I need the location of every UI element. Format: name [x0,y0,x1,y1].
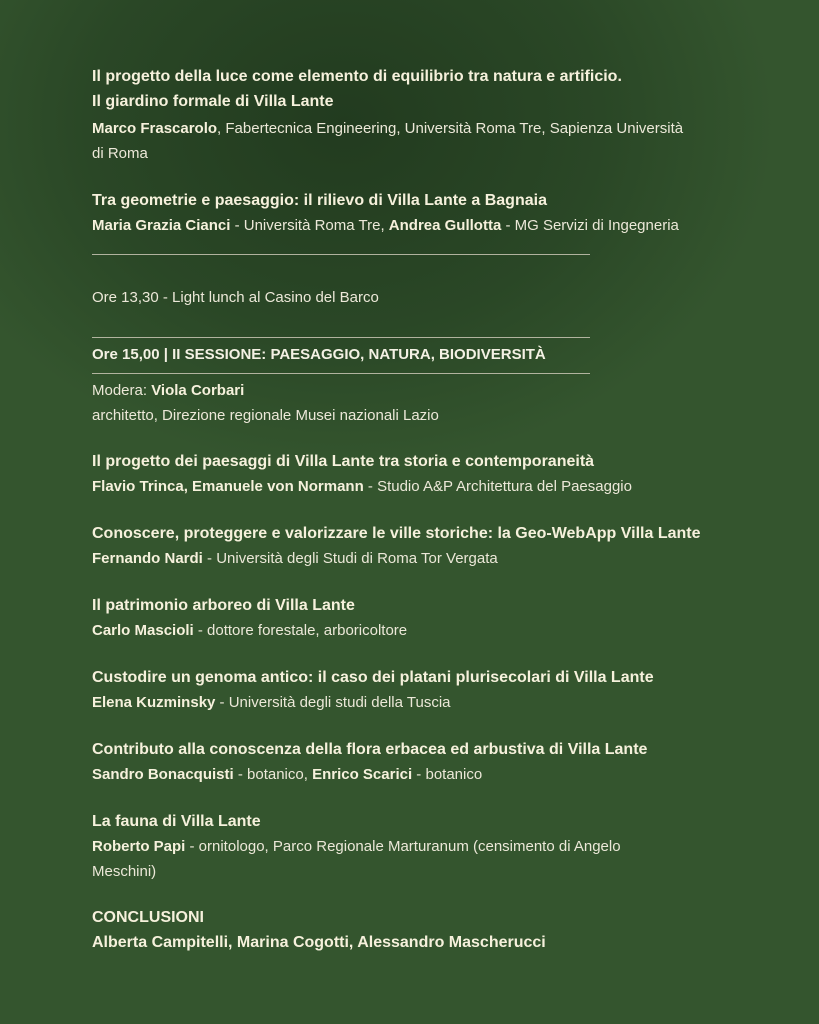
speaker-name: Marco Frascarolo [92,120,218,137]
speaker-affiliation: , Fabertecnica Engineering, Università Roma Tre, Sapienza Università [217,120,684,137]
talk-title: Conoscere, proteggere e valorizzare le ville storiche: la Geo-WebApp Villa Lante [92,525,701,542]
talk-flora [92,737,752,787]
moderator-role: architetto, Direzione regionale Musei nazionali Lazio [92,407,439,424]
divider [92,337,590,338]
talk-speakers [92,762,752,787]
speaker-affiliation: - Studio A&P Architettura del Paesaggio [363,478,632,495]
talk-speakers [92,474,752,499]
moderator [92,378,752,428]
talk-title: La fauna di Villa Lante [92,813,261,830]
talk-landscapes [92,449,752,499]
speaker-affiliation-line2: Meschini) [92,863,157,880]
divider [92,373,590,374]
speaker-affiliation-line2: di Roma [92,145,148,162]
conclusions [92,905,752,955]
speaker-name: Elena Kuzminsky [92,694,216,711]
speaker-affiliation: - dottore forestale, arboricoltore [193,622,408,639]
talk-survey [92,188,752,238]
talk-title: Il patrimonio arboreo di Villa Lante [92,597,355,614]
talk-genome [92,665,752,715]
speaker-affiliation: - botanico [412,766,483,783]
speaker-name: Carlo Mascioli [92,622,194,639]
conclusions-speakers: Alberta Campitelli, Marina Cogotti, Alessandro Mascherucci [92,934,546,951]
talk-trees [92,593,752,643]
moderator-name: Viola Corbari [151,382,245,399]
speaker-affiliation: - Università Roma Tre, [230,217,389,234]
speaker-name: Andrea Gullotta [388,217,502,234]
speaker-affiliation: - Università degli Studi di Roma Tor Vergata [202,550,498,567]
divider [92,254,590,255]
speaker-name: Sandro Bonacquisti [92,766,234,783]
moderator-prefix: Modera: [92,382,152,399]
talk-speakers [92,116,752,141]
talk-title: Tra geometrie e paesaggio: il rilievo di Villa Lante a Bagnaia [92,192,547,209]
speaker-affiliation: - ornitologo, Parco Regionale Marturanum (censimento di Angelo [185,838,621,855]
program-content [92,64,752,955]
talk-speakers [92,834,752,859]
speaker-name: Flavio Trinca, Emanuele von Normann [92,478,364,495]
moderator-line [92,378,752,403]
talk-speakers [92,213,752,238]
speaker-affiliation: - botanico, [233,766,313,783]
talk-title: Contributo alla conoscenza della flora erbacea ed arbustiva di Villa Lante [92,741,648,758]
speaker-affiliation: - Università degli studi della Tuscia [215,694,451,711]
talk-title: Custodire un genoma antico: il caso dei platani plurisecolari di Villa Lante [92,669,654,686]
session-heading: Ore 15,00 | II SESSIONE: PAESAGGIO, NATURA, BIODIVERSITÀ [92,346,546,363]
talk-title: Il progetto dei paesaggi di Villa Lante tra storia e contemporaneità [92,453,595,470]
talk-speakers [92,618,752,643]
lunch-note: Ore 13,30 - Light lunch al Casino del Barco [92,289,379,306]
speaker-name: Maria Grazia Cianci [92,217,231,234]
talk-speakers [92,690,752,715]
talk-lighting [92,64,752,166]
talk-title: Il progetto della luce come elemento di equilibrio tra natura e artificio. [92,68,622,85]
conclusions-title: CONCLUSIONI [92,909,204,926]
talk-geowebapp [92,521,752,571]
speaker-affiliation: - MG Servizi di Ingegneria [501,217,679,234]
speaker-name: Enrico Scarici [312,766,413,783]
talk-speakers [92,546,752,571]
speaker-name: Fernando Nardi [92,550,203,567]
speaker-name: Roberto Papi [92,838,186,855]
talk-title-line2: Il giardino formale di Villa Lante [92,93,334,110]
talk-fauna [92,809,752,884]
